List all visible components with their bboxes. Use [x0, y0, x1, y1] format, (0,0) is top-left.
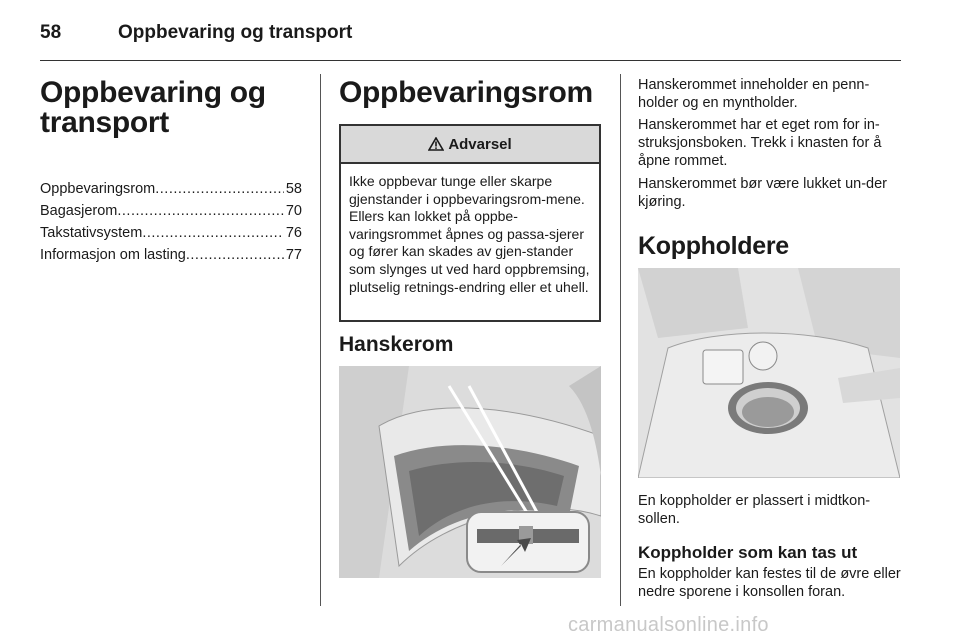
table-of-contents	[40, 178, 302, 266]
toc-leader	[117, 200, 283, 222]
warning-header	[341, 126, 599, 164]
toc-label: Bagasjerom	[40, 203, 118, 219]
toc-page: 76	[285, 225, 302, 241]
glovebox-title: Hanskerom	[339, 333, 454, 356]
warning-box	[339, 124, 601, 322]
cupholder-illustration	[638, 268, 900, 478]
toc-page: 70	[285, 203, 302, 219]
page-number: 58	[40, 22, 62, 43]
column-divider-1	[320, 74, 321, 606]
warning-triangle-icon	[428, 137, 444, 151]
paragraph: Hanskerommet har et eget rom for in-struksjonsboken. Trekk i knasten for å åpne rommet.	[638, 117, 882, 169]
toc-label: Oppbevaringsrom	[40, 181, 156, 197]
toc-leader	[142, 222, 284, 244]
paragraph: Hanskerommet bør være lukket un-der kjøring.	[638, 176, 887, 210]
section-title: Oppbevaringsrom	[339, 76, 593, 109]
warning-label: Advarsel	[448, 135, 512, 153]
header-divider	[40, 60, 901, 61]
toc-label: Informasjon om lasting	[40, 247, 186, 263]
image-caption: En koppholder er plassert i midtkon-sollen.	[638, 493, 871, 527]
toc-page: 58	[285, 181, 302, 197]
toc-item[interactable]	[40, 200, 302, 222]
toc-leader	[155, 178, 284, 200]
cupholder-image	[638, 268, 900, 478]
toc-leader	[186, 244, 284, 266]
toc-page: 77	[285, 247, 302, 263]
column-divider-2	[620, 74, 621, 606]
toc-label: Takstativsystem	[40, 225, 143, 241]
chapter-title: Oppbevaring og transport	[40, 76, 266, 139]
cupholders-title: Koppholdere	[638, 232, 789, 260]
glovebox-illustration	[339, 366, 601, 578]
paragraph: Hanskerommet inneholder en penn-holder og en myntholder.	[638, 77, 870, 111]
paragraph: En koppholder kan festes til de øvre eller nedre sporene i konsollen foran.	[638, 566, 901, 600]
toc-item[interactable]	[40, 222, 302, 244]
removable-cupholder-title: Koppholder som kan tas ut	[638, 543, 858, 562]
glovebox-image	[339, 366, 601, 578]
watermark: carmanualsonline.info	[568, 614, 769, 636]
toc-item[interactable]	[40, 244, 302, 266]
page-header	[40, 22, 920, 62]
toc-item[interactable]	[40, 178, 302, 200]
warning-text: Ikke oppbevar tunge eller skarpe gjenstander i oppbevaringsrom-mene. Ellers kan lokket på oppbe-varingsrommet åpnes og passa-sjerer og fører kan skades av gjen-stander som slynges ut ved hard oppbremsing, plutselig retnings-endring eller et uhell.	[349, 173, 590, 295]
page-header-title: Oppbevaring og transport	[118, 22, 353, 43]
